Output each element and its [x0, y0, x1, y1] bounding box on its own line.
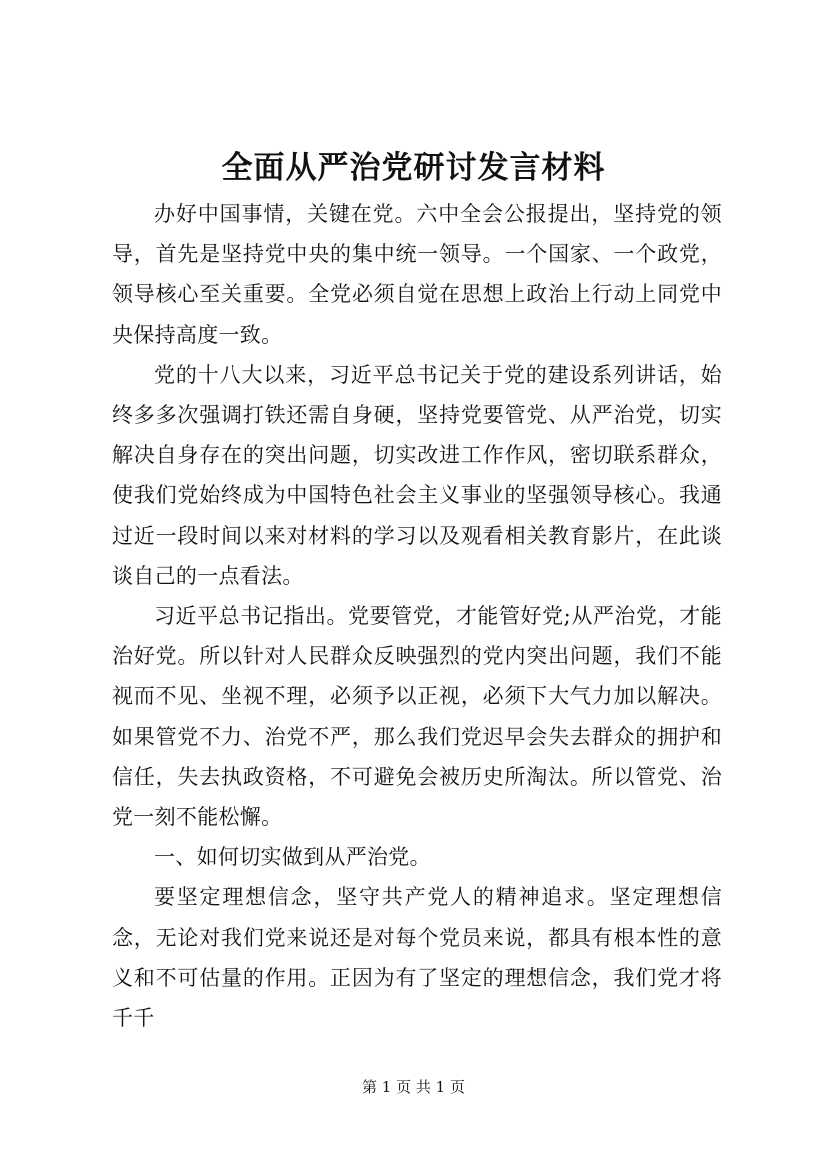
page-footer — [0, 1076, 827, 1098]
paragraph-1: 办好中国事情，关键在党。六中全会公报提出，坚持党的领导，首先是坚持党中央的集中统一领导。一个国家、一个政党，领导核心至关重要。全党必须自觉在思想上政治上行动上同党中央保持高度一致。 — [112, 202, 722, 347]
paragraph-4: 要坚定理想信念，坚守共产党人的精神追求。坚定理想信念，无论对我们党来说还是对每个党员来说，都具有根本性的意义和不可估量的作用。正因为有了坚定的理想信念，我们党才将千千 — [112, 885, 722, 1031]
section-heading-1: 一、如何切实做到从严治党。 — [154, 845, 431, 870]
paragraph-2: 党的十八大以来，习近平总书记关于党的建设系列讲话，始终多多次强调打铁还需自身硬，坚持党要管党、从严治党，切实解决自身存在的突出问题，切实改进工作作风，密切联系群众，使我们党始终成为中国特色社会主义事业的坚强领导核心。我通过近一段时间以来对材料的学习以及观看相关教育影片，在此谈谈自己的一点看法。 — [112, 362, 722, 588]
page-number-label: 第 1 页 共 1 页 — [362, 1078, 465, 1096]
document-body — [112, 194, 722, 1038]
paragraph-3: 习近平总书记指出。党要管党，才能管好党;从严治党，才能治好党。所以针对人民群众反映强烈的党内突出问题，我们不能视而不见、坐视不理，必须予以正视，必须下大气力加以解决。如果管党不力、治党不严，那么我们党迟早会失去群众的拥护和信任，失去执政资格，不可避免会被历史所淘汰。所以管党、治党一刻不能松懈。 — [112, 604, 722, 830]
document-title: 全面从严治党研讨发言材料 — [221, 150, 606, 186]
